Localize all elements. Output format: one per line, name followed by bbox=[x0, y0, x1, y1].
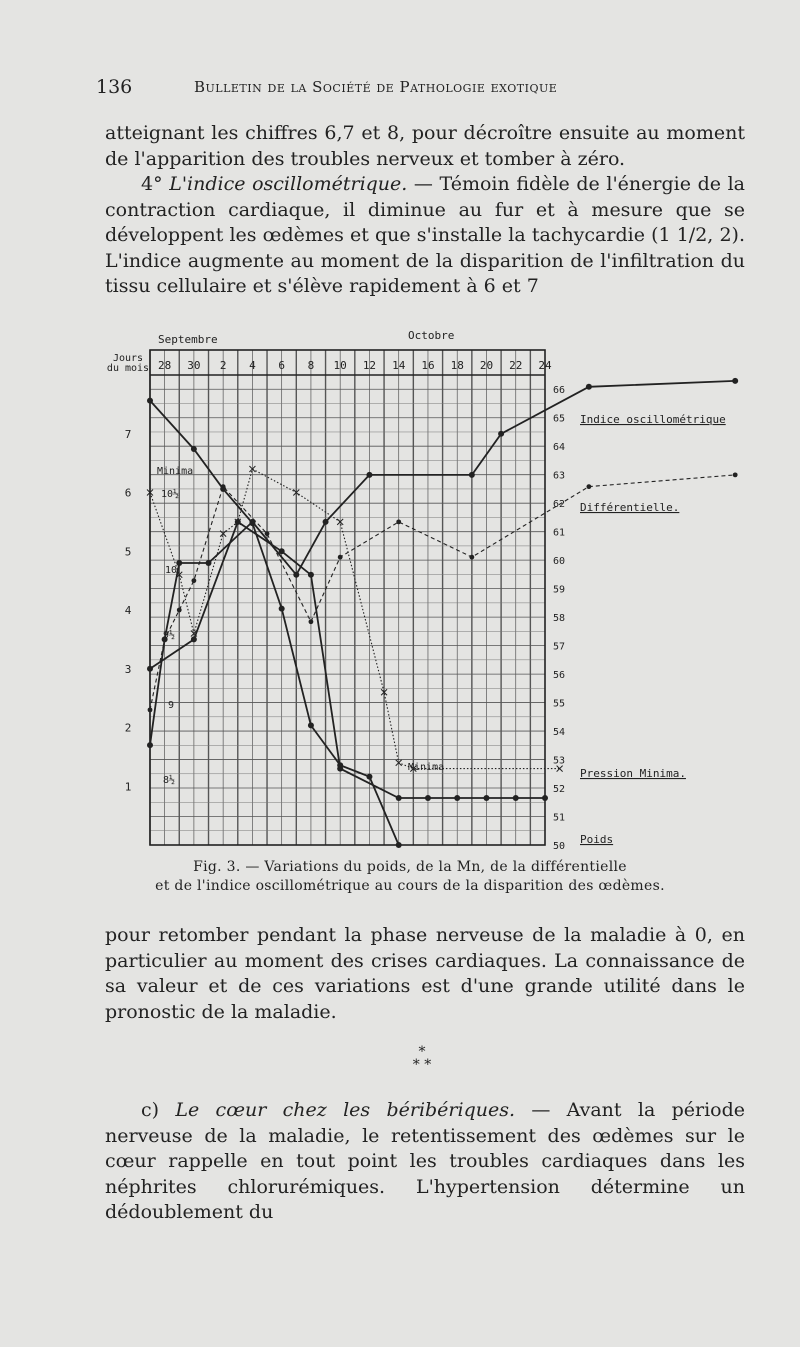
day-tick-label: 10 bbox=[333, 359, 347, 372]
right-axis-tick: 65 bbox=[553, 413, 566, 425]
asterism bbox=[400, 1046, 444, 1072]
series-point bbox=[586, 384, 592, 390]
right-axis-tick: 54 bbox=[553, 727, 566, 739]
series-point bbox=[191, 446, 197, 452]
day-tick-label: 16 bbox=[421, 359, 435, 372]
section-title: L'indice oscillométrique. bbox=[169, 173, 408, 195]
right-axis-tick: 64 bbox=[553, 442, 566, 454]
right-axis-tick: 62 bbox=[553, 499, 566, 511]
section-text: — Avant la période nerveuse de la maladie, le retentissement des œdèmes sur le cœur rappelle en tout point les troubles cardiaques dans les néphrites chlorurémiques. L'hypertension détermine un dédoublement du bbox=[105, 1099, 746, 1223]
section-text: — Témoin fidèle de l'énergie de la contraction cardiaque, il diminue au fur et à mesure que se développent les œdèmes et que s'installe la tachycardie (1 1/2, 2). L'indice augmente au moment de la disparition de l'infiltration du tissu cellulaire et s'élève rapidement à 6 et 7 bbox=[105, 173, 745, 297]
left-axis-tick: 7 bbox=[124, 427, 132, 441]
right-axis-tick: 53 bbox=[553, 755, 566, 767]
series-point bbox=[176, 560, 182, 566]
series-point bbox=[308, 572, 314, 578]
paragraph-heart bbox=[105, 1098, 745, 1226]
chart-annotation: 10½ bbox=[161, 489, 180, 500]
right-axis-tick: 55 bbox=[553, 698, 566, 710]
series-point bbox=[148, 707, 153, 712]
series-point bbox=[249, 519, 255, 525]
series-point bbox=[366, 472, 372, 478]
month-label-septembre: Septembre bbox=[158, 333, 218, 346]
series-point bbox=[147, 398, 153, 404]
chart-annotation: 9 bbox=[168, 700, 175, 711]
left-axis-tick: 1 bbox=[124, 780, 132, 794]
day-tick-label: 14 bbox=[392, 359, 406, 372]
legend-label: Indice oscillométrique bbox=[580, 413, 726, 426]
series-point bbox=[323, 519, 329, 525]
series-point bbox=[425, 795, 431, 801]
section-number: 4° bbox=[141, 173, 170, 195]
series-point bbox=[337, 762, 343, 768]
right-axis-tick: 57 bbox=[553, 641, 566, 653]
series-point bbox=[498, 431, 504, 437]
left-axis-tick: 2 bbox=[124, 721, 132, 735]
day-tick-label: 22 bbox=[509, 359, 523, 372]
series-point bbox=[483, 795, 489, 801]
right-axis-tick: 60 bbox=[553, 556, 566, 568]
series-point bbox=[338, 555, 343, 560]
right-axis-tick: 56 bbox=[553, 670, 566, 682]
right-axis-tick: 50 bbox=[553, 841, 566, 852]
month-label-octobre: Octobre bbox=[408, 329, 455, 342]
caption-line: Fig. 3. — Variations du poids, de la Mn, de la différentielle bbox=[193, 859, 627, 875]
paragraph-prognosis bbox=[105, 923, 745, 1025]
series-point bbox=[733, 472, 738, 477]
day-tick-label: 24 bbox=[538, 359, 552, 372]
caption-line: et de l'indice oscillométrique au cours de la disparition des œdèmes. bbox=[155, 878, 665, 894]
day-tick-label: 30 bbox=[187, 359, 201, 372]
series-point bbox=[220, 486, 226, 492]
asterism-top: * bbox=[418, 1044, 426, 1060]
series-point bbox=[191, 636, 197, 642]
right-axis-tick: 66 bbox=[553, 385, 566, 397]
series-point bbox=[279, 606, 285, 612]
series-point bbox=[469, 555, 474, 560]
series-point bbox=[396, 519, 401, 524]
day-tick-label: 4 bbox=[249, 359, 256, 372]
series-point bbox=[732, 378, 738, 384]
day-tick-label: 18 bbox=[450, 359, 464, 372]
legend-label: Pression Minima. bbox=[580, 767, 686, 780]
section-letter: c) bbox=[141, 1099, 176, 1121]
right-axis-tick: 52 bbox=[553, 784, 566, 796]
chart-annotation: Minima bbox=[157, 466, 194, 477]
series-point bbox=[396, 795, 402, 801]
paragraph-line: atteignant les chiffres 6,7 et 8, pour décroître ensuite au moment de l'apparition des troubles nerveux et tomber à zéro. bbox=[105, 122, 745, 170]
chart-annotation: 9½ bbox=[163, 630, 176, 641]
legend-label: Poids bbox=[580, 833, 614, 846]
day-tick-label: 6 bbox=[278, 359, 285, 372]
day-tick-label: 12 bbox=[362, 359, 377, 372]
left-axis-tick: 3 bbox=[124, 662, 132, 676]
chart-annotation: 10 bbox=[165, 565, 178, 576]
figure-caption bbox=[110, 858, 710, 896]
series-point bbox=[206, 560, 212, 566]
series-point bbox=[308, 722, 314, 728]
series-point bbox=[309, 619, 314, 624]
section-title: Le cœur chez les béribériques. bbox=[175, 1099, 516, 1121]
day-tick-label: 8 bbox=[307, 359, 315, 372]
series-point bbox=[586, 484, 591, 489]
series-point bbox=[542, 795, 548, 801]
day-tick-label: 28 bbox=[158, 359, 172, 372]
right-axis-tick: 58 bbox=[553, 613, 566, 625]
right-axis-tick: 61 bbox=[553, 527, 566, 539]
paragraph-text: pour retomber pendant la phase nerveuse de la maladie à 0, en particulier au moment des crises cardiaques. La connaissance de sa valeur et de ces variations est d'une grande utilité dans le pronostic de la maladie. bbox=[105, 924, 745, 1023]
page-number: 136 bbox=[96, 76, 133, 98]
series-point bbox=[366, 774, 372, 780]
day-tick-label: 2 bbox=[219, 359, 227, 372]
right-axis-tick: 59 bbox=[553, 584, 566, 596]
left-axis-tick: 5 bbox=[124, 545, 132, 559]
right-axis-tick: 51 bbox=[553, 812, 566, 824]
series-point bbox=[191, 578, 196, 583]
day-tick-label: 20 bbox=[479, 359, 494, 372]
running-title: Bulletin de la Société de Pathologie exotique bbox=[194, 78, 558, 96]
left-axis-tick: 4 bbox=[124, 604, 132, 617]
series-point bbox=[469, 472, 475, 478]
row-header-du-mois: du mois bbox=[106, 363, 150, 374]
right-axis-tick: 63 bbox=[553, 470, 566, 482]
chart-annotation: 8½ bbox=[163, 775, 176, 786]
series-point bbox=[177, 608, 182, 613]
left-axis-tick: 6 bbox=[124, 486, 132, 500]
section-c bbox=[105, 1098, 745, 1226]
asterism-bottom: * * bbox=[412, 1057, 432, 1073]
series-point bbox=[454, 795, 460, 801]
series-point bbox=[513, 795, 519, 801]
series-point bbox=[265, 531, 270, 536]
legend-label: Différentielle. bbox=[580, 501, 680, 514]
series-point bbox=[147, 666, 153, 672]
series-point bbox=[147, 742, 153, 748]
chart-annotation: Minima bbox=[408, 762, 445, 773]
series-point bbox=[293, 572, 299, 578]
row-header-jours: Jours bbox=[112, 353, 144, 364]
series-point bbox=[396, 842, 402, 848]
